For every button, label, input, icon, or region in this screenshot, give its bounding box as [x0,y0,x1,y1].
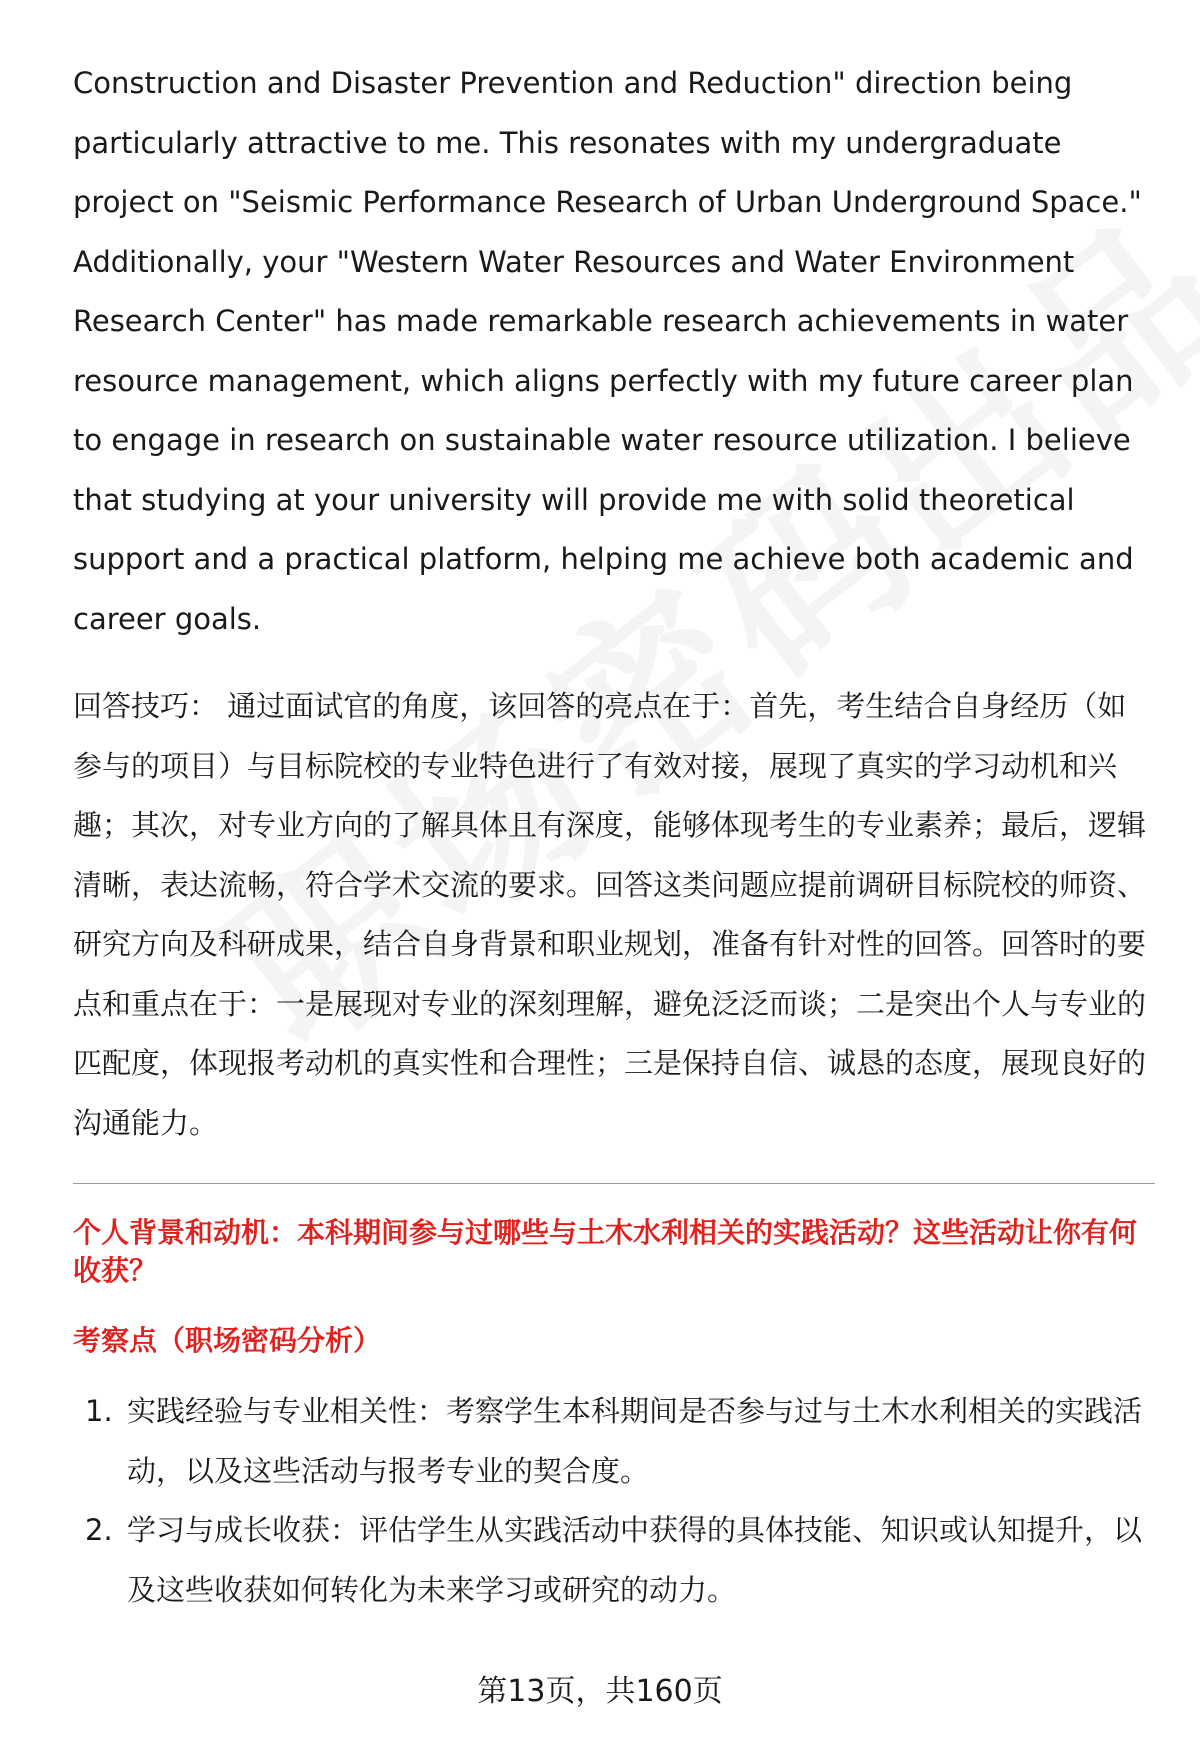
section-divider [73,1183,1155,1184]
list-item-text: 实践经验与专业相关性：考察学生本科期间是否参与过与土木水利相关的实践活动，以及这些活动与报考专业的契合度。 [127,1394,1143,1488]
list-item-number: 1. [85,1394,113,1428]
list-item-text: 学习与成长收获：评估学生从实践活动中获得的具体技能、知识或认知提升，以及这些收获如何转化为未来学习或研究的动力。 [127,1513,1143,1607]
list-item-number: 2. [85,1513,113,1547]
list-item [73,1382,1155,1501]
assessment-points-heading: 考察点（职场密码分析） [73,1324,382,1357]
list-item [73,1501,1155,1620]
page-content [73,54,1155,1620]
intro-paragraph: Construction and Disaster Prevention and Reduction" direction being particularly attractive to me. This resonates with my undergraduate project on "Seismic Performance Research of Urban Underground Space." Additionally, your "Western Water Resources and Water Environment Research Center" has made remarkable research achievements in water resource management, which aligns perfectly with my future career plan to engage in research on sustainable water resource utilization. I believe that studying at your university will provide me with solid theoretical support and a practical platform, helping me achieve both academic and career goals. [73,66,1142,636]
page-number-footer: 第13页，共160页 [477,1674,723,1709]
assessment-points-list [73,1382,1155,1620]
question-heading: 个人背景和动机：本科期间参与过哪些与土木水利相关的实践活动？这些活动让你有何收获？ [73,1216,1138,1287]
answer-tip-paragraph: 回答技巧： 通过面试官的角度，该回答的亮点在于：首先，考生结合自身经历（如参与的项目）与目标院校的专业特色进行了有效对接，展现了真实的学习动机和兴趣；其次，对专业方向的了解具体且有深度，能够体现考生的专业素养；最后，逻辑清晰，表达流畅，符合学术交流的要求。回答这类问题应提前调研目标院校的师资、研究方向及科研成果，结合自身背景和职业规划，准备有针对性的回答。回答时的要点和重点在于：一是展现对专业的深刻理解，避免泛泛而谈；二是突出个人与专业的匹配度，体现报考动机的真实性和合理性；三是保持自信、诚恳的态度，展现良好的沟通能力。 [73,689,1147,1140]
